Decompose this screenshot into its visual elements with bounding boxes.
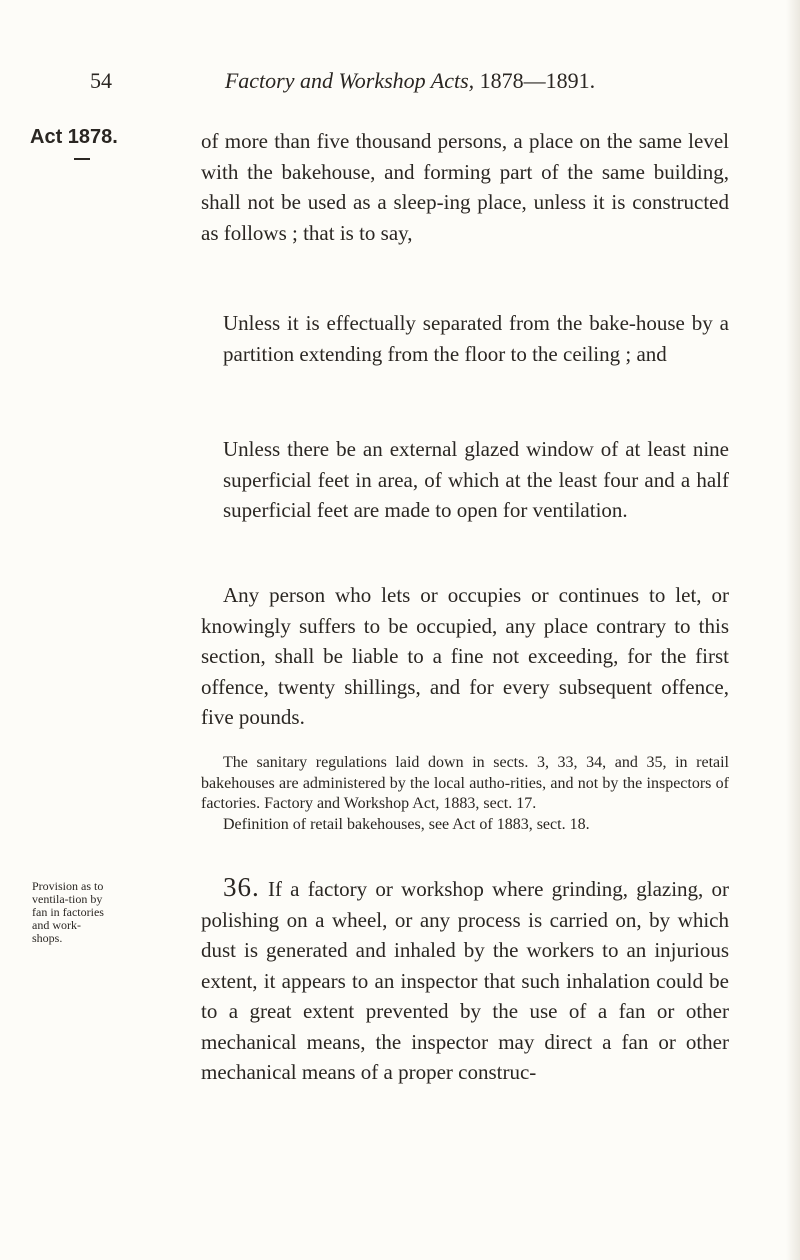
- footnote-block: [201, 753, 729, 835]
- paragraph-1: [201, 126, 729, 248]
- running-title-years: 1878—1891.: [479, 68, 596, 93]
- page-number: 54: [90, 68, 112, 93]
- footnote-2: Definition of retail bakehouses, see Act of 1883, sect. 18.: [223, 815, 590, 833]
- paragraph-3-text: Unless there be an external glazed window of at least nine superficial feet in area, of which at the least four and a half superficial feet are made to open for ventilation.: [223, 437, 729, 522]
- footnote-1: The sanitary regulations laid down in sects. 3, 33, 34, and 35, in retail bakehouses are administered by the local autho-rities, and not by the inspectors of factories. Factory and Workshop Act, 1883, sect. 17.: [201, 754, 729, 812]
- section-number: 36.: [223, 872, 260, 902]
- paragraph-4: [201, 580, 729, 733]
- section-36: [201, 872, 729, 1088]
- section-36-text: [201, 872, 729, 1088]
- running-title-italic: Factory and Workshop Acts,: [224, 68, 475, 93]
- page-edge-shadow: [786, 0, 800, 1260]
- paragraph-2-text: Unless it is effectually separated from the bake-house by a partition extending from the floor to the ceiling ; and: [223, 311, 729, 366]
- margin-act-label: Act 1878.: [30, 126, 118, 148]
- section-36-body: If a factory or workshop where grinding, glazing, or polishing on a wheel, or any process is carried on, by which dust is generated and inhaled by the workers to an injurious extent, it appears to an inspector that such inhalation could be to a great extent prevented by the use of a fan or other mechanical means, the inspector may direct a fan or other mechanical means of a proper construc-: [201, 877, 729, 1084]
- margin-sidenote: Provision as to ventila-tion by fan in factories and work-shops.: [32, 879, 104, 945]
- running-header: [90, 68, 730, 102]
- paragraph-4-text: Any person who lets or occupies or continues to let, or knowingly suffers to be occupied, any place contrary to this section, shall be liable to a fine not exceeding, for the first offence, twenty shillings, and for every subsequent offence, five pounds.: [201, 583, 729, 729]
- paragraph-2: [201, 308, 729, 369]
- margin-dash: [74, 158, 90, 160]
- paragraph-1-text: of more than five thousand persons, a place on the same level with the bakehouse, and forming part of the same building, shall not be used as a sleep-ing place, unless it is constructed as follows ; that is to say,: [201, 129, 729, 245]
- running-title: [90, 68, 730, 94]
- paragraph-3: [201, 434, 729, 526]
